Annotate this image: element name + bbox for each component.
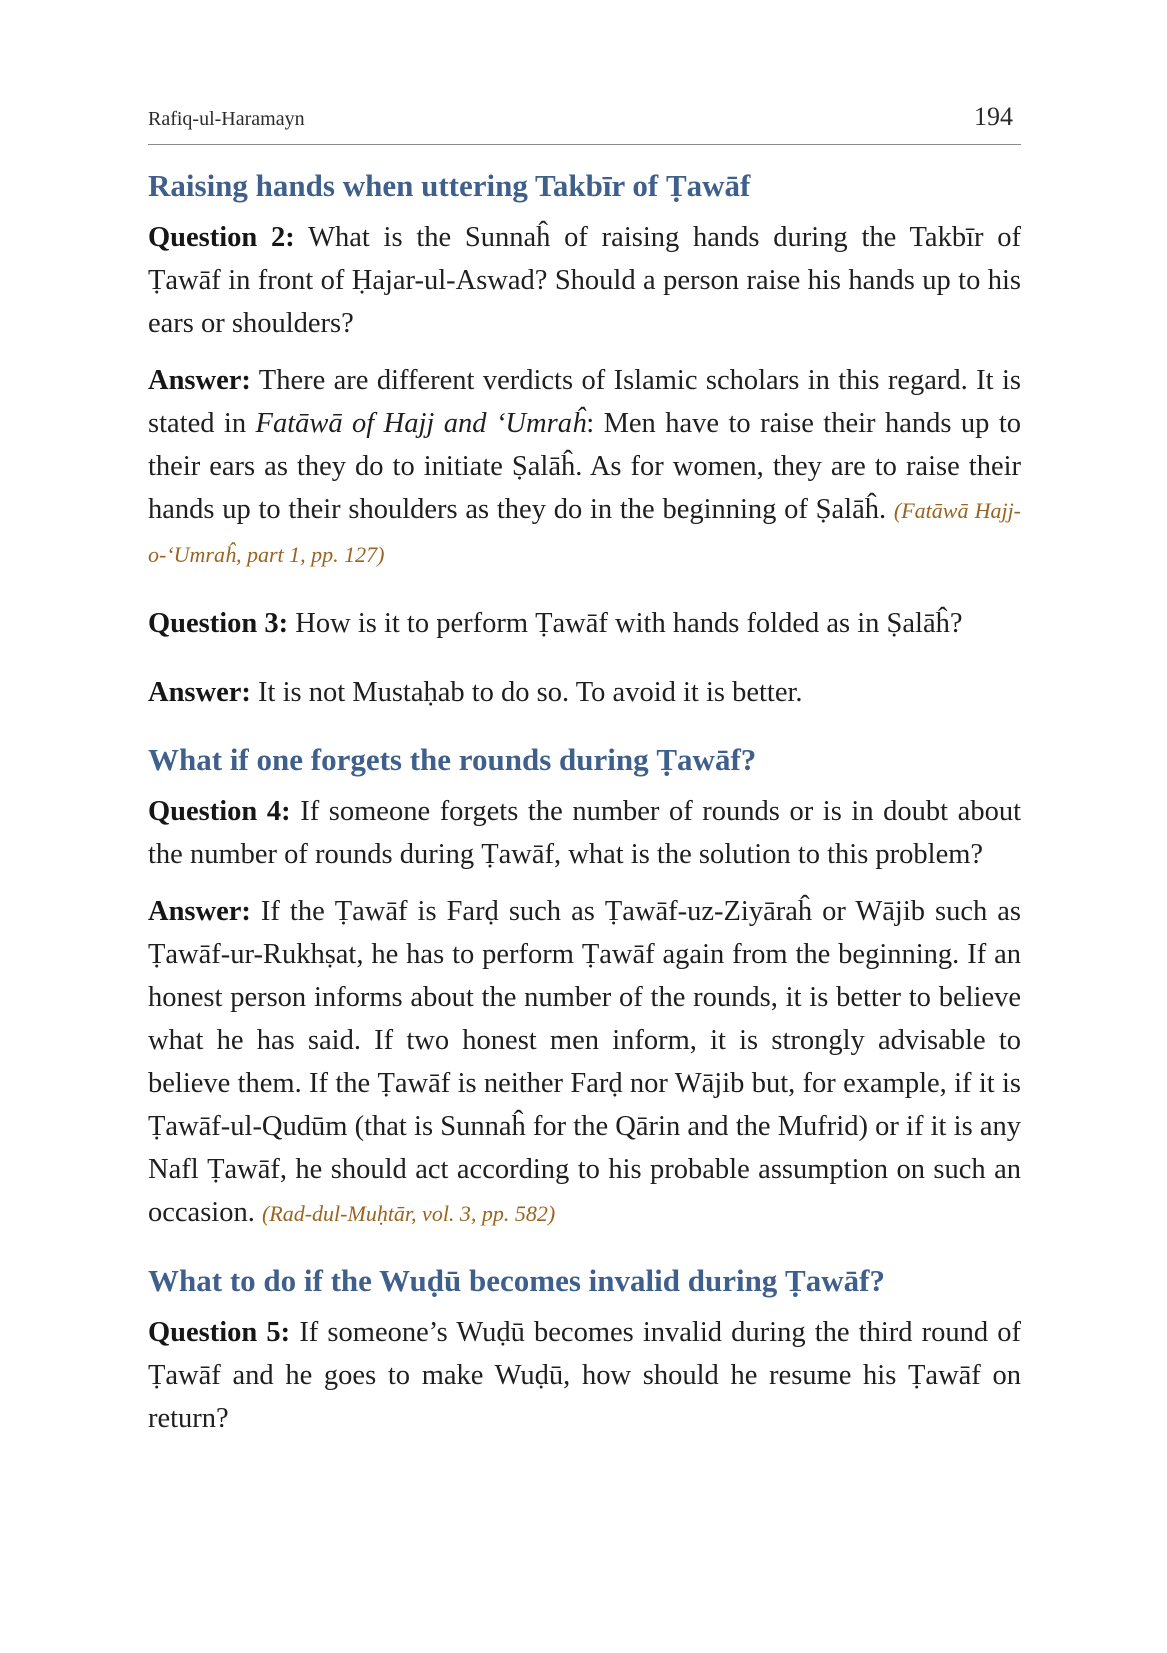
question-4-label: Question 4 <box>148 796 282 827</box>
answer-2-label: Answer <box>148 365 242 396</box>
running-header <box>148 104 1021 145</box>
question-2: Question 2: What is the Sunnaĥ of raising hands during the Takbīr of Ṭawāf in front of Ḥajar-ul-Aswad? Should a person raise his hands up to his ears or shoulders? <box>148 222 1021 339</box>
question-3: Question 3: How is it to perform Ṭawāf with hands folded as in Ṣalāĥ? <box>148 608 963 639</box>
answer-3-text: It is not Mustaḥab to do so. To avoid it is better. <box>258 677 803 708</box>
answer-4-citation: (Rad-dul-Muḥtār, vol. 3, pp. 582) <box>261 1201 556 1226</box>
question-3-label: Question 3 <box>148 608 279 639</box>
answer-2-text-part1: There are different verdicts of Islamic scholars in this regard. It is stated in <box>148 365 1021 439</box>
answer-3: Answer: It is not Mustaḥab to do so. To avoid it is better. <box>148 677 803 708</box>
section-heading-wudu-invalid: What to do if the Wuḍū becomes invalid during Ṭawāf? <box>148 1263 885 1298</box>
answer-4-label: Answer <box>148 896 242 927</box>
question-4: Question 4: If someone forgets the number of rounds or is in doubt about the number of rounds during Ṭawāf, what is the solution to this problem? <box>148 796 1021 870</box>
question-3-text: How is it to perform Ṭawāf with hands folded as in Ṣalāĥ? <box>295 608 963 639</box>
question-2-label: Question 2 <box>148 222 286 253</box>
answer-2-book-title: Fatāwā of Hajj and ‘Umraĥ <box>255 408 587 439</box>
page-number: 194 <box>974 102 1013 131</box>
answer-4-text: If the Ṭawāf is Farḍ such as Ṭawāf-uz-Ziyāraĥ or Wājib such as Ṭawāf-ur-Rukhṣat, he has to perform Ṭawāf again from the beginning. If an honest person informs about the number of the rounds, it is better to believe what he has said. If two honest men inform, it is strongly advisable to believe them. If the Ṭawāf is neither Farḍ nor Wājib but, for example, if it is Ṭawāf-ul-Qudūm (that is Sunnaĥ for the Qārin and the Mufrid) or if it is any Nafl Ṭawāf, he should act according to his probable assumption on such an occasion. <box>148 896 1021 1228</box>
question-5-text: If someone’s Wuḍū becomes invalid during the third round of Ṭawāf and he goes to make Wuḍū, how should he resume his Ṭawāf on return? <box>148 1317 1021 1434</box>
answer-2: Answer: There are different verdicts of Islamic scholars in this regard. It is stated in Fatāwā of Hajj and ‘Umraĥ: Men have to raise their hands up to their ears as they do to initiate Ṣalāĥ. As for women, they are to raise their hands up to their shoulders as they do in the beginning of Ṣalāĥ. (Fatāwā Hajj-o-‘Umraĥ, part 1, pp. 127) <box>148 365 1022 567</box>
answer-3-label: Answer <box>148 677 242 708</box>
answer-2-text-part2: Men have to raise their hands up to their ears as they do to initiate Ṣalāĥ. As for women, they are to raise their hands up to their shoulders as they do in the beginning of Ṣalāĥ. <box>148 408 1022 525</box>
section-heading-raising-hands: Raising hands when uttering Takbīr of Ṭawāf <box>148 168 751 203</box>
question-5-label: Question 5 <box>148 1317 281 1348</box>
section-heading-forgets-rounds: What if one forgets the rounds during Ṭawāf? <box>148 742 757 777</box>
question-2-text: What is the Sunnaĥ of raising hands during the Takbīr of Ṭawāf in front of Ḥajar-ul-Aswad? Should a person raise his hands up to his ears or shoulders? <box>148 222 1021 339</box>
question-4-text: If someone forgets the number of rounds or is in doubt about the number of rounds during Ṭawāf, what is the solution to this problem? <box>148 796 1021 870</box>
page-content <box>148 166 1021 1454</box>
question-5: Question 5: If someone’s Wuḍū becomes invalid during the third round of Ṭawāf and he goes to make Wuḍū, how should he resume his Ṭawāf on return? <box>148 1317 1021 1434</box>
answer-2-citation: (Fatāwā Hajj-o-‘Umraĥ, part 1, pp. 127) <box>148 498 1022 567</box>
answer-4: Answer: If the Ṭawāf is Farḍ such as Ṭawāf-uz-Ziyāraĥ or Wājib such as Ṭawāf-ur-Rukhṣat, he has to perform Ṭawāf again from the beginning. If an honest person informs about the number of the rounds, it is better to believe what he has said. If two honest men inform, it is strongly advisable to believe them. If the Ṭawāf is neither Farḍ nor Wājib but, for example, if it is Ṭawāf-ul-Qudūm (that is Sunnaĥ for the Qārin and the Mufrid) or if it is any Nafl Ṭawāf, he should act according to his probable assumption on such an occasion. (Rad-dul-Muḥtār, vol. 3, pp. 582) <box>148 896 1021 1228</box>
book-title: Rafiq-ul-Haramayn <box>148 108 305 130</box>
